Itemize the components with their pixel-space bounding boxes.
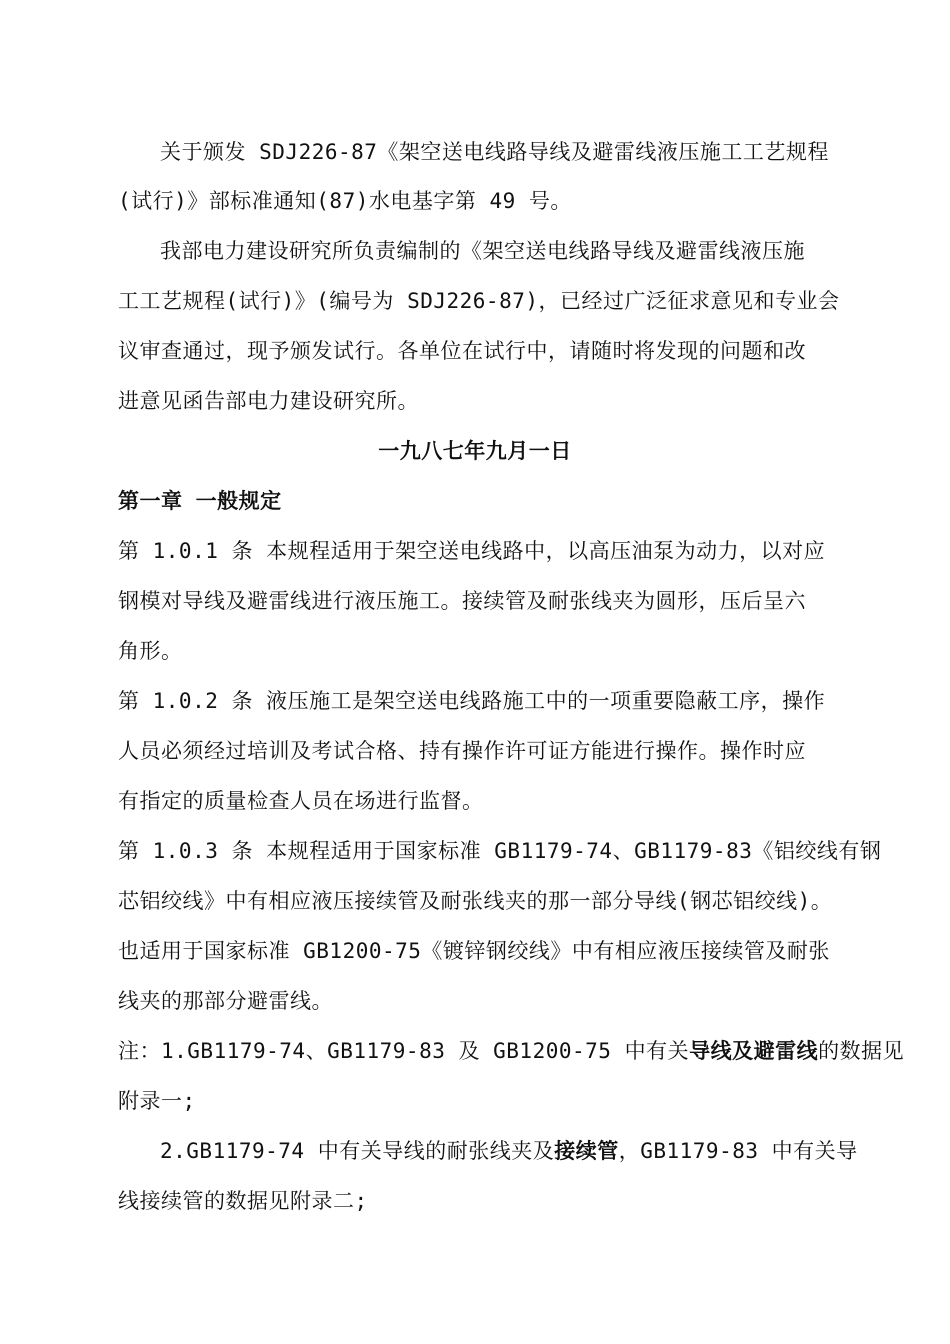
chapter-title: 第一章 一般规定 <box>118 489 282 513</box>
article-1-0-3-line-2: 芯铝绞线》中有相应液压接续管及耐张线夹的那一部分导线(钢芯铝绞线)。 <box>118 889 833 913</box>
note-1-text-before: 注：1.GB1179-74、GB1179-83 及 GB1200-75 中有关 <box>118 1039 690 1063</box>
article-1-0-2-line-1: 第 1.0.2 条 液压施工是架空送电线路施工中的一项重要隐蔽工序，操作 <box>118 689 826 713</box>
notice-paragraph-line-2: 工工艺规程(试行)》(编号为 SDJ226-87)，已经过广泛征求意见和专业会 <box>118 289 840 313</box>
notice-paragraph-line-1: 我部电力建设研究所负责编制的《架空送电线路导线及避雷线液压施 <box>160 239 805 263</box>
note-2-text-before: 2.GB1179-74 中有关导线的耐张线夹及 <box>160 1139 555 1163</box>
article-1-0-2-line-3: 有指定的质量检查人员在场进行监督。 <box>118 789 484 813</box>
article-1-0-2-line-2: 人员必须经过培训及考试合格、持有操作许可证方能进行操作。操作时应 <box>118 739 806 763</box>
article-1-0-3-line-3: 也适用于国家标准 GB1200-75《镀锌钢绞线》中有相应液压接续管及耐张 <box>118 939 830 963</box>
article-1-0-1-line-2: 钢模对导线及避雷线进行液压施工。接续管及耐张线夹为圆形，压后呈六 <box>118 589 806 613</box>
notice-paragraph-line-3: 议审查通过，现予颁发试行。各单位在试行中，请随时将发现的问题和改 <box>118 339 806 363</box>
note-1-line-2: 附录一; <box>118 1089 196 1113</box>
notice-paragraph-line-4: 进意见函告部电力建设研究所。 <box>118 389 419 413</box>
note-2-line-1 <box>160 1136 890 1166</box>
note-2-text-after: ，GB1179-83 中有关导 <box>618 1139 858 1163</box>
note-2-line-2: 线接续管的数据见附录二; <box>118 1189 368 1213</box>
note-1-emphasis: 导线及避雷线 <box>689 1039 819 1063</box>
note-1-line-1 <box>118 1036 905 1066</box>
article-1-0-3-line-4: 线夹的那部分避雷线。 <box>118 989 333 1013</box>
article-1-0-1-line-3: 角形。 <box>118 639 183 663</box>
notice-date: 一九八七年九月一日 <box>378 439 572 463</box>
article-1-0-3-line-1: 第 1.0.3 条 本规程适用于国家标准 GB1179-74、GB1179-83《铝绞线有钢 <box>118 839 882 863</box>
note-2-emphasis: 接续管 <box>554 1139 619 1163</box>
note-1-text-after: 的数据见 <box>818 1039 905 1063</box>
notice-title-line-1: 关于颁发 SDJ226-87《架空送电线路导线及避雷线液压施工工艺规程 <box>160 140 829 164</box>
article-1-0-1-line-1: 第 1.0.1 条 本规程适用于架空送电线路中，以高压油泵为动力，以对应 <box>118 539 826 563</box>
notice-title-line-2: (试行)》部标准通知(87)水电基字第 49 号。 <box>118 189 572 213</box>
